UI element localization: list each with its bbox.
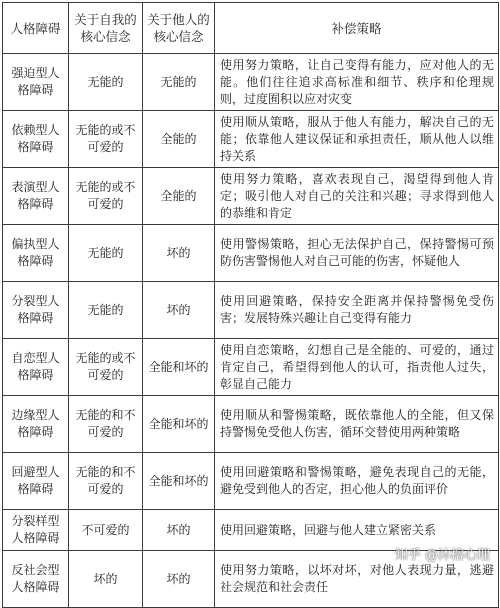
table-row [3,339,499,396]
disorder-name: 自恋型人格障碍 [3,339,69,396]
table-row [3,54,499,111]
other-belief: 坏的 [143,551,215,608]
header-strategy: 补偿策略 [215,3,499,54]
compensation-strategy: 使用顺从和警惕策略，既依靠他人的全能，但又保持警惕免受他人伤害，循环交替使用两种策略 [215,396,499,453]
compensation-strategy: 使用努力策略，以坏对坏，对他人表现力量，逃避社会规范和社会责任 [215,551,499,608]
other-belief: 全能和坏的 [143,396,215,453]
compensation-strategy: 使用顺从策略，服从于他人有能力，解决自己的无能；依靠他人建议保证和承担责任，顺从他人以维持关系 [215,111,499,168]
self-belief: 无能的和不可爱的 [69,396,143,453]
table-row [3,225,499,282]
disorder-name: 强迫型人格障碍 [3,54,69,111]
other-belief: 坏的 [143,510,215,551]
compensation-strategy: 使用回避策略，保持安全距离并保持警惕免受伤害；发展特殊兴趣让自己变得有能力 [215,282,499,339]
disorder-name: 反社会型人格障碍 [3,551,69,608]
header-self-belief: 关于自我的核心信念 [69,3,143,54]
self-belief: 无能的或不可爱的 [69,339,143,396]
compensation-strategy: 使用努力策略，喜欢表现自己，渴望得到他人肯定；吸引他人对自己的关注和兴趣；寻求得到他人的恭维和肯定 [215,168,499,225]
other-belief: 坏的 [143,225,215,282]
table-row [3,168,499,225]
table-row [3,396,499,453]
table-row [3,453,499,510]
other-belief: 坏的 [143,282,215,339]
disorder-name: 分裂型人格障碍 [3,282,69,339]
disorder-name: 边缘型人格障碍 [3,396,69,453]
self-belief: 不可爱的 [69,510,143,551]
header-disorder: 人格障碍 [3,3,69,54]
self-belief: 无能的 [69,225,143,282]
self-belief: 无能的或不可爱的 [69,168,143,225]
self-belief: 无能的或不可爱的 [69,111,143,168]
personality-disorder-table [2,2,499,608]
disorder-name: 偏执型人格障碍 [3,225,69,282]
table-row [3,111,499,168]
disorder-name: 表演型人格障碍 [3,168,69,225]
table-row [3,282,499,339]
other-belief: 全能和坏的 [143,453,215,510]
compensation-strategy: 使用努力策略，让自己变得有能力，应对他人的无能。他们往往追求高标准和细节、秩序和伦理规则，过度囿积以应对灾变 [215,54,499,111]
self-belief: 无能的 [69,282,143,339]
disorder-name: 分裂样型人格障碍 [3,510,69,551]
self-belief: 无能的和不可爱的 [69,453,143,510]
self-belief: 无能的 [69,54,143,111]
compensation-strategy: 使用自恋策略，幻想自己是全能的、可爱的，通过肯定自己，希望得到他人的认可，指责他人过失，彰显自己能力 [215,339,499,396]
other-belief: 全能和坏的 [143,339,215,396]
header-other-belief: 关于他人的核心信念 [143,3,215,54]
header-row [3,3,499,54]
watermark: 知乎 @沐榕心理 [394,548,490,563]
disorder-name: 依赖型人格障碍 [3,111,69,168]
other-belief: 无能的 [143,54,215,111]
other-belief: 全能的 [143,168,215,225]
self-belief: 坏的 [69,551,143,608]
compensation-strategy: 使用回避策略，回避与他人建立紧密关系 [215,510,499,551]
disorder-name: 回避型人格障碍 [3,453,69,510]
compensation-strategy: 使用警惕策略，担心无法保护自己，保持警惕可预防伤害警惕他人对自己可能的伤害，怀疑他人 [215,225,499,282]
other-belief: 全能的 [143,111,215,168]
compensation-strategy: 使用回避策略和警惕策略，避免表现自己的无能，避免受到他人的否定，担心他人的负面评价 [215,453,499,510]
